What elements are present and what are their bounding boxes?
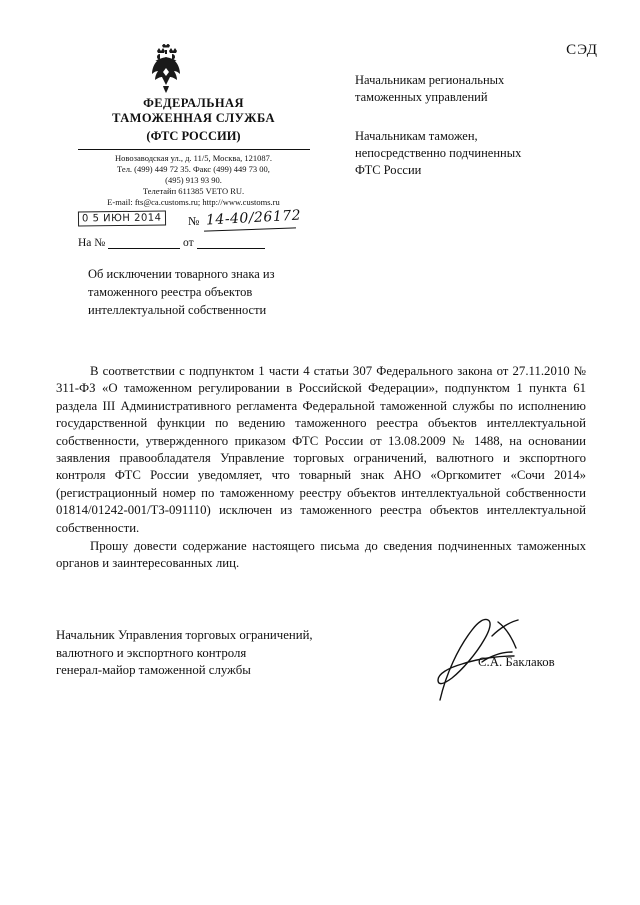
addressee-line-3: Начальникам таможен,	[355, 129, 478, 143]
signatory-position-line2: валютного и экспортного контроля	[56, 645, 247, 660]
org-email: E-mail: fts@ca.customs.ru; http://www.customs.ru	[107, 197, 280, 207]
letterhead-divider	[78, 149, 310, 150]
reply-reference-line	[78, 237, 328, 249]
addressee-line-4: непосредственно подчиненных	[355, 146, 522, 160]
subject-line: Об исключении товарного знака из таможенного реестра объектов интеллектуальной собственности	[88, 267, 275, 317]
reply-prefix-label: На №	[78, 237, 106, 249]
body-text	[56, 363, 586, 574]
org-phone-secondary: (495) 913 93 90.	[165, 175, 222, 185]
org-title-line2: ТАМОЖЕННАЯ СЛУЖБА	[112, 111, 275, 125]
date-number-line	[78, 207, 323, 231]
addressee-line-5: ФТС России	[355, 163, 422, 177]
outgoing-number-handwritten: 14-40/26172	[205, 207, 302, 229]
double-headed-eagle-icon	[143, 44, 189, 94]
state-emblem	[138, 44, 194, 96]
signatory-position-line1: Начальник Управления торговых ограничений,	[56, 628, 313, 642]
sed-mark: СЭД	[566, 42, 598, 58]
org-title-line1: ФЕДЕРАЛЬНАЯ	[143, 96, 244, 110]
org-phone: Тел. (499) 449 72 35. Факс (499) 449 73 00,	[117, 164, 270, 174]
addressee-line-1: Начальникам региональных	[355, 73, 505, 87]
body-paragraph-1: В соответствии с подпунктом 1 части 4 статьи 307 Федерального закона от 27.11.2010 № 311-ФЗ «О таможенном регулировании в Российской Федерации», подпунктом 1 пункта 61 раздела III Административного регламента Федеральной таможенной службы по исполнению государственной функции по ведению таможенного реестра объектов интеллектуальной собственности, утвержденного приказом ФТС России от 13.08.2009 № 1488, на основании заявления правообладателя Управление торговых ограничений, валютного и экспортного контроля ФТС России уведомляет, что товарный знак АНО «Оргкомитет «Сочи 2014» (регистрационный номер по таможенному реестру объектов интеллектуальной собственности 01814/01242-001/ТЗ-091110) исключен из таможенного реестра объектов интеллектуальной собственности.	[56, 364, 586, 535]
addressee-block	[355, 72, 605, 179]
org-subtitle: (ФТС РОССИИ)	[146, 129, 241, 143]
date-stamp: 0 5 ИЮН 2014	[78, 211, 166, 227]
org-address: Новозаводская ул., д. 11/5, Москва, 121087.	[115, 153, 272, 163]
reply-number-blank	[108, 237, 180, 249]
body-paragraph-2: Прошу довести содержание настоящего письма до сведения подчиненных таможенных органов и заинтересованных лиц.	[56, 539, 586, 571]
signatory-position-line3: генерал-майор таможенной службы	[56, 663, 251, 677]
number-sign: №	[188, 214, 200, 228]
org-teletype: Телетайп 611385 VETO RU.	[142, 186, 245, 196]
addressee-line-2: таможенных управлений	[355, 90, 488, 104]
signatory-position	[56, 627, 386, 680]
reply-from-label: от	[183, 237, 194, 249]
signatory-name: С.А. Баклаков	[478, 655, 555, 669]
letterhead	[56, 96, 331, 208]
outgoing-number-underline	[204, 227, 296, 231]
reply-date-blank	[197, 237, 265, 249]
